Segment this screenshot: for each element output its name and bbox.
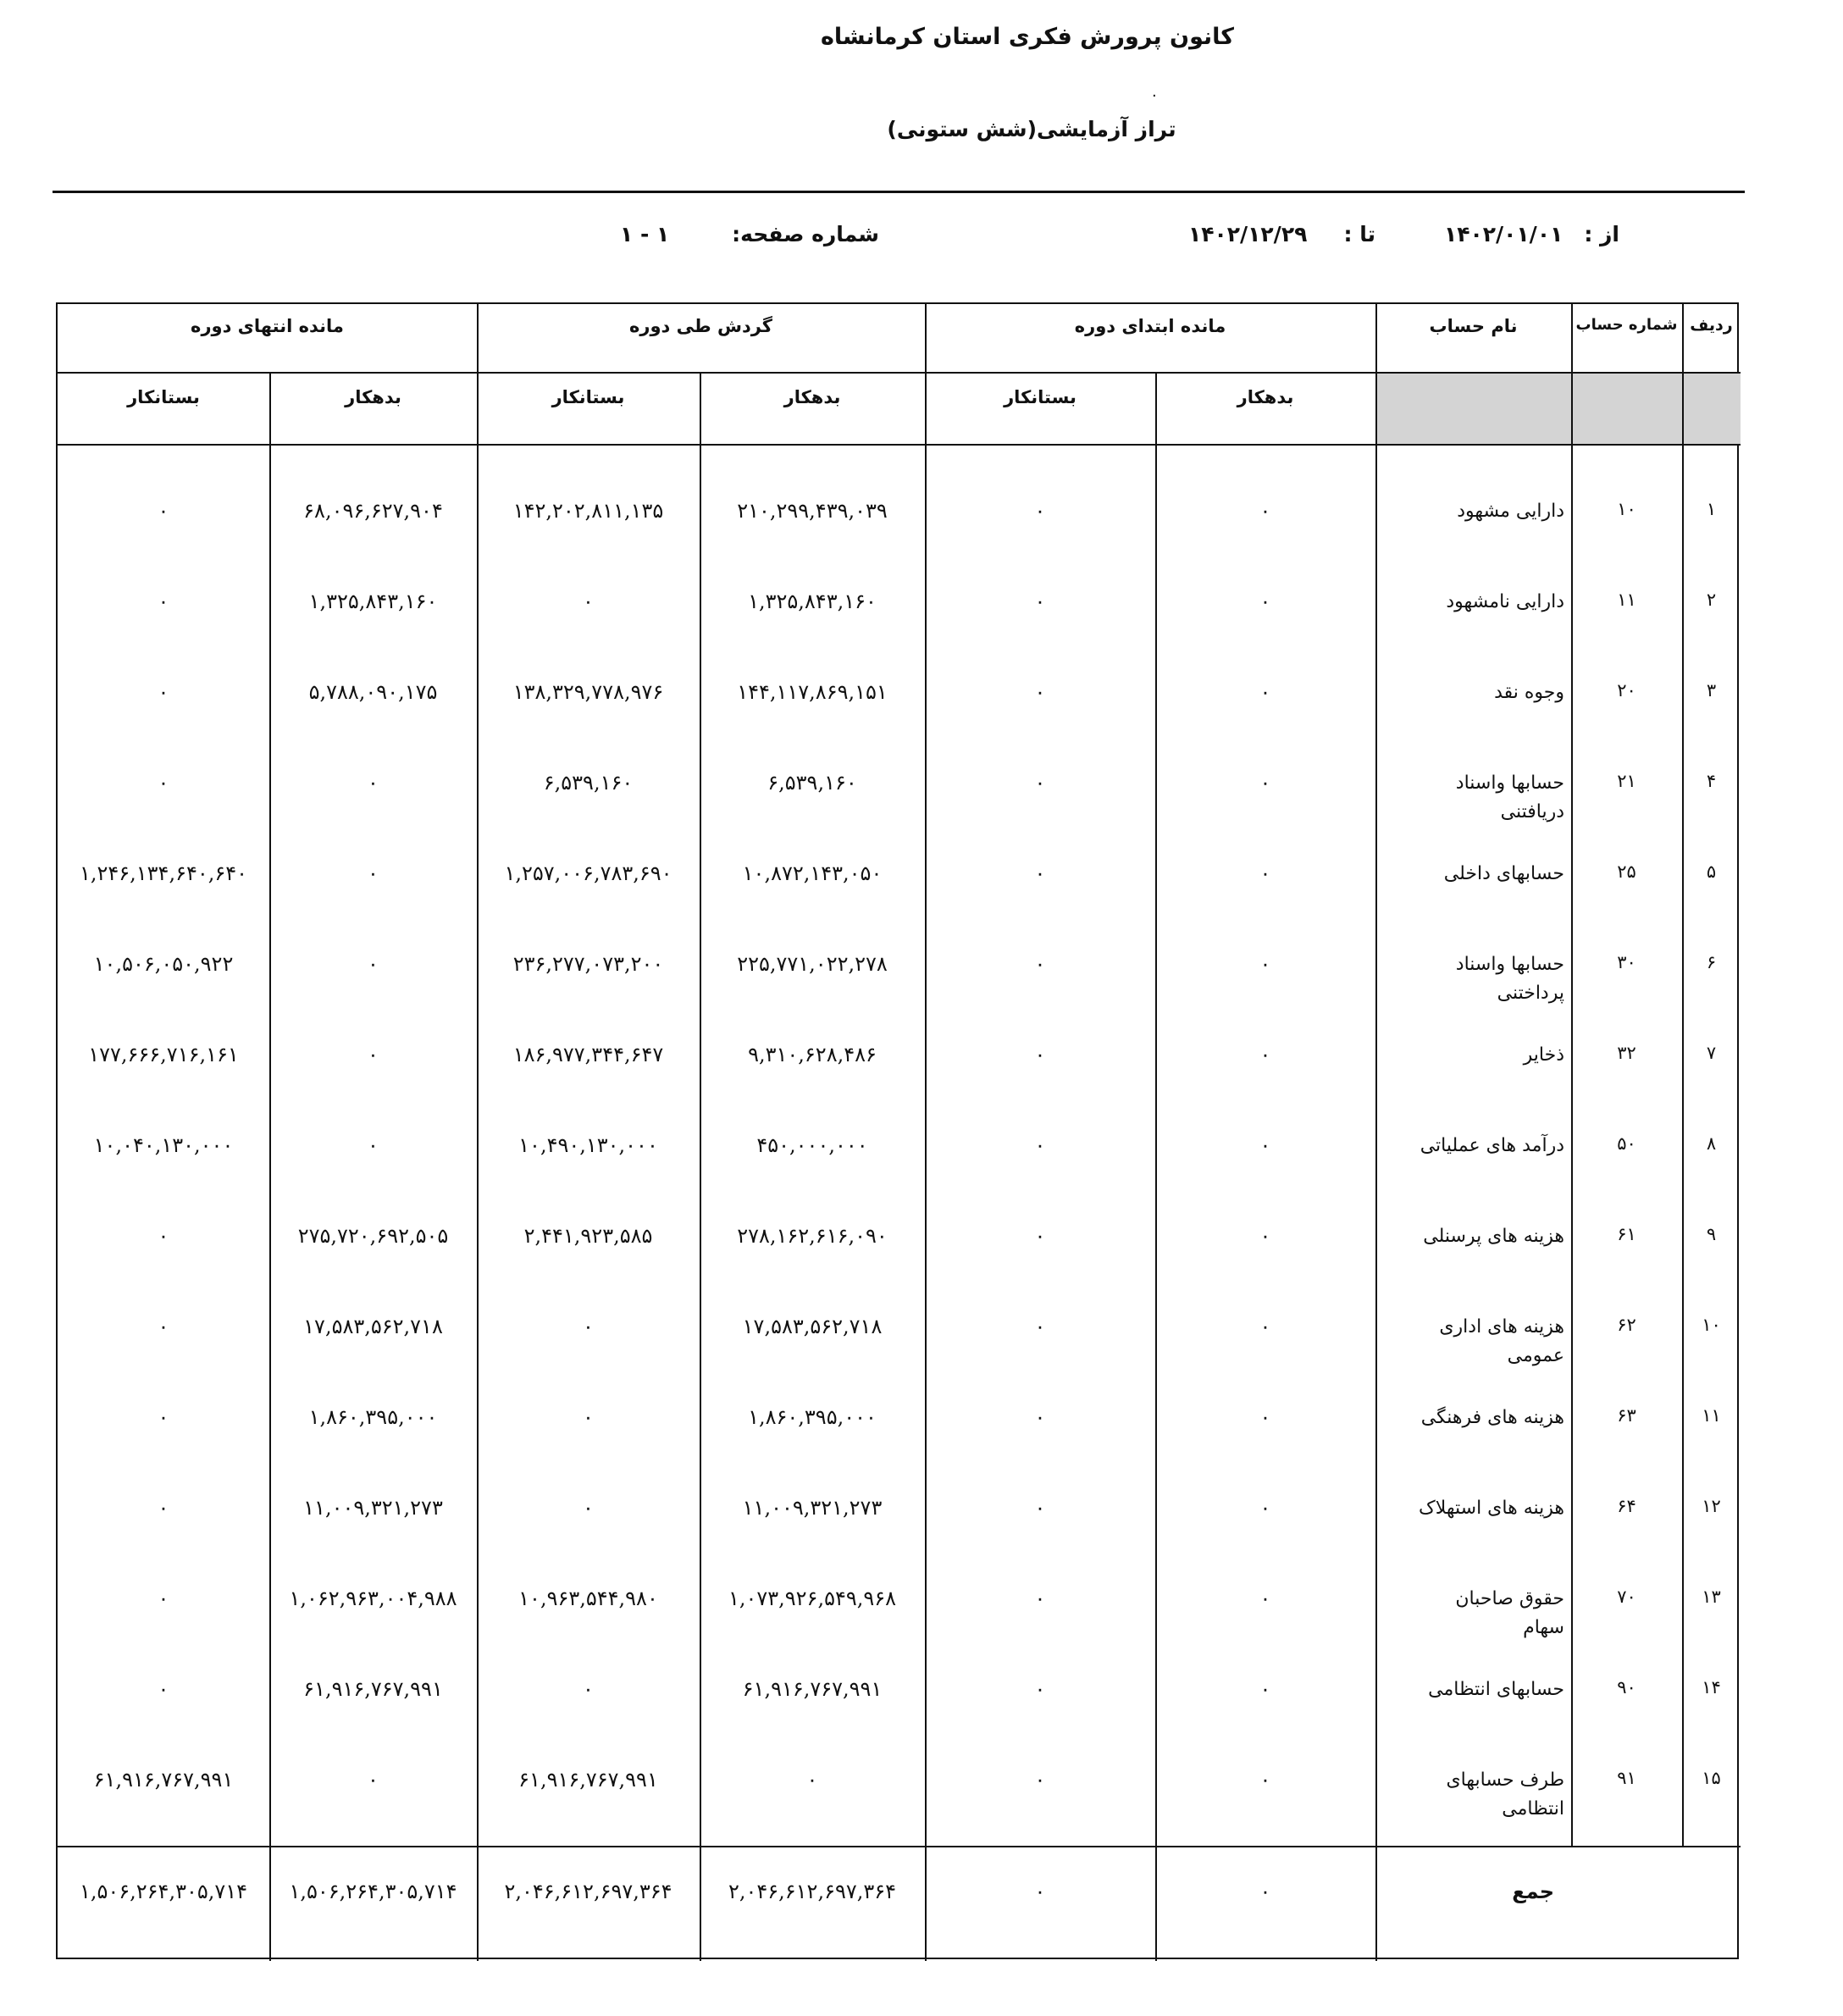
- total-turnover-credit: ۲,۰۴۶,۶۱۲,۶۹۷,۳۶۴: [504, 1880, 672, 1903]
- turnover-debit-cell: ۹,۳۱۰,۶۲۸,۴۸۶: [748, 1043, 877, 1066]
- header-row-number: ردیف: [1690, 316, 1733, 335]
- closing-debit-cell: ۱,۸۶۰,۳۹۵,۰۰۰: [308, 1405, 438, 1429]
- account-name-cell: وجوه نقد: [1494, 682, 1564, 703]
- account-name-cell: حسابها واسناد پرداختنی: [1455, 954, 1564, 1004]
- account-number-cell: ۲۱: [1617, 771, 1636, 791]
- closing-debit-cell: ۰: [368, 861, 379, 885]
- opening-debit-cell: ۰: [1259, 1315, 1271, 1338]
- row-number-cell: ۱۳: [1702, 1587, 1721, 1607]
- closing-credit-cell: ۱,۲۴۶,۱۳۴,۶۴۰,۶۴۰: [79, 861, 248, 885]
- opening-debit-cell: ۰: [1259, 861, 1271, 885]
- turnover-debit-cell: ۴۵۰,۰۰۰,۰۰۰: [756, 1133, 868, 1157]
- column-divider: [1682, 304, 1684, 1846]
- account-name-cell: ذخایر: [1523, 1044, 1564, 1066]
- report-title: تراز آزمایشی(شش ستونی): [887, 117, 1176, 141]
- from-label: از :: [1584, 222, 1619, 246]
- row-number-cell: ۲: [1706, 590, 1717, 610]
- opening-credit-cell: ۰: [1034, 1768, 1046, 1792]
- account-name-cell: دارایی نامشهود: [1446, 591, 1564, 612]
- closing-debit-cell: ۶۱,۹۱۶,۷۶۷,۹۹۱: [303, 1677, 443, 1701]
- closing-credit-cell: ۱۰,۵۰۶,۰۵۰,۹۲۲: [93, 952, 234, 976]
- closing-credit-cell: ۱۰,۰۴۰,۱۳۰,۰۰۰: [93, 1133, 234, 1157]
- opening-debit-cell: ۰: [1259, 1496, 1271, 1520]
- header-turnover-credit: بستانکار: [551, 387, 625, 407]
- closing-credit-cell: ۰: [158, 590, 169, 613]
- organization-title: کانون پرورش فکری استان کرمانشاه: [820, 24, 1235, 50]
- opening-credit-cell: ۰: [1034, 771, 1046, 795]
- closing-debit-cell: ۶۸,۰۹۶,۶۲۷,۹۰۴: [303, 499, 443, 523]
- total-opening-debit: ۰: [1259, 1880, 1271, 1903]
- totals-label: جمع: [1512, 1880, 1554, 1903]
- turnover-debit-cell: ۱۰,۸۷۲,۱۴۳,۰۵۰: [742, 861, 883, 885]
- opening-credit-cell: ۰: [1034, 1133, 1046, 1157]
- closing-credit-cell: ۰: [158, 1224, 169, 1248]
- account-name-cell: هزینه های پرسنلی: [1423, 1226, 1564, 1247]
- total-turnover-debit: ۲,۰۴۶,۶۱۲,۶۹۷,۳۶۴: [728, 1880, 897, 1903]
- row-number-cell: ۵: [1706, 861, 1717, 882]
- closing-credit-cell: ۰: [158, 1677, 169, 1701]
- account-number-cell: ۷۰: [1617, 1587, 1636, 1607]
- account-name-cell: حسابهای داخلی: [1443, 863, 1564, 884]
- opening-debit-cell: ۰: [1259, 1587, 1271, 1610]
- to-label: تا :: [1343, 222, 1375, 246]
- row-number-cell: ۶: [1706, 952, 1717, 972]
- total-opening-credit: ۰: [1034, 1880, 1046, 1903]
- closing-debit-cell: ۱۱,۰۰۹,۳۲۱,۲۷۳: [303, 1496, 443, 1520]
- opening-debit-cell: ۰: [1259, 1043, 1271, 1066]
- row-number-cell: ۷: [1706, 1043, 1717, 1063]
- account-name-cell: طرف حسابهای انتظامی: [1446, 1770, 1564, 1819]
- opening-debit-cell: ۰: [1259, 1405, 1271, 1429]
- header-dot: .: [1152, 83, 1157, 101]
- account-name-cell: دارایی مشهود: [1457, 501, 1564, 522]
- totals-line: [58, 1846, 1741, 1847]
- header-divider: [53, 191, 1745, 193]
- turnover-debit-cell: ۱۷,۵۸۳,۵۶۲,۷۱۸: [742, 1315, 883, 1338]
- header-period-turnover: گردش طی دوره: [629, 316, 772, 336]
- header-opening-credit: بستانکار: [1004, 387, 1076, 407]
- row-number-cell: ۱۴: [1702, 1677, 1721, 1698]
- closing-credit-cell: ۰: [158, 1315, 169, 1338]
- closing-debit-cell: ۰: [368, 1768, 379, 1792]
- column-divider: [477, 304, 479, 1961]
- account-name-cell: هزینه های استهلاک: [1419, 1498, 1564, 1519]
- closing-credit-cell: ۰: [158, 1405, 169, 1429]
- turnover-credit-cell: ۱۳۸,۳۲۹,۷۷۸,۹۷۶: [512, 680, 664, 704]
- closing-debit-cell: ۰: [368, 1133, 379, 1157]
- account-name-cell: حقوق صاحبان سهام: [1455, 1588, 1564, 1638]
- row-number-cell: ۸: [1706, 1133, 1717, 1154]
- column-divider: [925, 304, 927, 1961]
- turnover-debit-cell: ۶,۵۳۹,۱۶۰: [767, 771, 857, 795]
- header-opening-balance: مانده ابتدای دوره: [1074, 316, 1226, 336]
- account-number-cell: ۶۱: [1617, 1224, 1636, 1244]
- closing-debit-cell: ۱,۳۲۵,۸۴۳,۱۶۰: [308, 590, 438, 613]
- page-number-value: ۱ - ۱: [620, 222, 670, 246]
- page-number-label: شماره صفحه:: [732, 222, 879, 246]
- opening-credit-cell: ۰: [1034, 1224, 1046, 1248]
- account-number-cell: ۱۱: [1617, 590, 1636, 610]
- turnover-credit-cell: ۶,۵۳۹,۱۶۰: [543, 771, 634, 795]
- closing-credit-cell: ۶۱,۹۱۶,۷۶۷,۹۹۱: [93, 1768, 234, 1792]
- account-number-cell: ۶۳: [1617, 1405, 1636, 1426]
- opening-debit-cell: ۰: [1259, 499, 1271, 523]
- turnover-debit-cell: ۱,۰۷۳,۹۲۶,۵۴۹,۹۶۸: [728, 1587, 897, 1610]
- turnover-credit-cell: ۱۴۲,۲۰۲,۸۱۱,۱۳۵: [512, 499, 664, 523]
- turnover-credit-cell: ۰: [583, 1405, 594, 1429]
- opening-credit-cell: ۰: [1034, 1043, 1046, 1066]
- opening-credit-cell: ۰: [1034, 680, 1046, 704]
- account-name-cell: هزینه های فرهنگی: [1420, 1407, 1564, 1428]
- account-number-cell: ۹۱: [1617, 1768, 1636, 1788]
- opening-credit-cell: ۰: [1034, 1587, 1046, 1610]
- opening-debit-cell: ۰: [1259, 771, 1271, 795]
- header-account-name: نام حساب: [1429, 316, 1518, 336]
- account-number-cell: ۶۲: [1617, 1315, 1636, 1335]
- opening-debit-cell: ۰: [1259, 1224, 1271, 1248]
- header-row1-line: [58, 372, 1741, 374]
- account-number-cell: ۲۵: [1617, 861, 1636, 882]
- closing-debit-cell: ۰: [368, 952, 379, 976]
- closing-credit-cell: ۰: [158, 499, 169, 523]
- closing-debit-cell: ۱۷,۵۸۳,۵۶۲,۷۱۸: [303, 1315, 443, 1338]
- header-turnover-debit: بدهکار: [783, 387, 841, 407]
- closing-debit-cell: ۰: [368, 1043, 379, 1066]
- header-row2-line: [58, 444, 1741, 446]
- row-number-cell: ۱: [1706, 499, 1717, 519]
- column-divider: [1571, 304, 1573, 1846]
- row-number-cell: ۱۱: [1702, 1405, 1721, 1426]
- opening-debit-cell: ۰: [1259, 952, 1271, 976]
- closing-debit-cell: ۱,۰۶۲,۹۶۳,۰۰۴,۹۸۸: [289, 1587, 457, 1610]
- turnover-credit-cell: ۲,۴۴۱,۹۲۳,۵۸۵: [523, 1224, 653, 1248]
- turnover-credit-cell: ۲۳۶,۲۷۷,۰۷۳,۲۰۰: [512, 952, 664, 976]
- turnover-debit-cell: ۱,۳۲۵,۸۴۳,۱۶۰: [748, 590, 877, 613]
- turnover-credit-cell: ۰: [583, 1315, 594, 1338]
- header-closing-credit: بستانکار: [127, 387, 200, 407]
- turnover-credit-cell: ۱۰,۴۹۰,۱۳۰,۰۰۰: [518, 1133, 658, 1157]
- account-number-cell: ۵۰: [1617, 1133, 1636, 1154]
- turnover-credit-cell: ۱۰,۹۶۳,۵۴۴,۹۸۰: [518, 1587, 658, 1610]
- row-number-cell: ۱۲: [1702, 1496, 1721, 1516]
- account-number-cell: ۳۲: [1617, 1043, 1636, 1063]
- row-number-cell: ۴: [1706, 771, 1717, 791]
- closing-credit-cell: ۰: [158, 771, 169, 795]
- closing-debit-cell: ۲۷۵,۷۲۰,۶۹۲,۵۰۵: [297, 1224, 449, 1248]
- total-closing-debit: ۱,۵۰۶,۲۶۴,۳۰۵,۷۱۴: [289, 1880, 457, 1903]
- opening-credit-cell: ۰: [1034, 861, 1046, 885]
- opening-credit-cell: ۰: [1034, 499, 1046, 523]
- from-date: ۱۴۰۲/۰۱/۰۱: [1444, 222, 1564, 246]
- account-number-cell: ۳۰: [1617, 952, 1636, 972]
- account-number-cell: ۹۰: [1617, 1677, 1636, 1698]
- header-opening-debit: بدهکار: [1237, 387, 1294, 407]
- closing-credit-cell: ۰: [158, 1496, 169, 1520]
- account-name-cell: حسابها واسناد دریافتنی: [1455, 773, 1564, 822]
- turnover-credit-cell: ۰: [583, 590, 594, 613]
- turnover-credit-cell: ۱۸۶,۹۷۷,۳۴۴,۶۴۷: [512, 1043, 664, 1066]
- turnover-debit-cell: ۲۷۸,۱۶۲,۶۱۶,۰۹۰: [737, 1224, 888, 1248]
- closing-debit-cell: ۰: [368, 771, 379, 795]
- opening-credit-cell: ۰: [1034, 1405, 1046, 1429]
- row-number-cell: ۹: [1706, 1224, 1717, 1244]
- turnover-credit-cell: ۰: [583, 1677, 594, 1701]
- opening-debit-cell: ۰: [1259, 1133, 1271, 1157]
- turnover-debit-cell: ۶۱,۹۱۶,۷۶۷,۹۹۱: [742, 1677, 883, 1701]
- closing-credit-cell: ۱۷۷,۶۶۶,۷۱۶,۱۶۱: [88, 1043, 239, 1066]
- turnover-debit-cell: ۲۱۰,۲۹۹,۴۳۹,۰۳۹: [737, 499, 888, 523]
- to-date: ۱۴۰۲/۱۲/۲۹: [1188, 222, 1308, 246]
- turnover-credit-cell: ۶۱,۹۱۶,۷۶۷,۹۹۱: [518, 1768, 658, 1792]
- header-closing-debit: بدهکار: [345, 387, 401, 407]
- turnover-credit-cell: ۰: [583, 1496, 594, 1520]
- opening-debit-cell: ۰: [1259, 1677, 1271, 1701]
- account-number-cell: ۱۰: [1617, 499, 1636, 519]
- opening-credit-cell: ۰: [1034, 590, 1046, 613]
- account-name-cell: هزینه های اداری عمومی: [1439, 1316, 1564, 1366]
- header-closing-balance: مانده انتهای دوره: [191, 316, 344, 336]
- opening-credit-cell: ۰: [1034, 1677, 1046, 1701]
- account-name-cell: حسابهای انتظامی: [1428, 1679, 1564, 1700]
- account-name-cell: درآمد های عملیاتی: [1420, 1135, 1564, 1156]
- row-number-cell: ۳: [1706, 680, 1717, 701]
- total-closing-credit: ۱,۵۰۶,۲۶۴,۳۰۵,۷۱۴: [79, 1880, 248, 1903]
- closing-debit-cell: ۵,۷۸۸,۰۹۰,۱۷۵: [308, 680, 438, 704]
- closing-credit-cell: ۰: [158, 680, 169, 704]
- trial-balance-table: [56, 302, 1739, 1959]
- turnover-debit-cell: ۱,۸۶۰,۳۹۵,۰۰۰: [748, 1405, 877, 1429]
- row-number-cell: ۱۵: [1702, 1768, 1721, 1788]
- turnover-debit-cell: ۰: [806, 1768, 818, 1792]
- opening-credit-cell: ۰: [1034, 952, 1046, 976]
- opening-debit-cell: ۰: [1259, 1768, 1271, 1792]
- opening-credit-cell: ۰: [1034, 1496, 1046, 1520]
- column-divider: [1375, 304, 1377, 1961]
- header-shade: [1375, 372, 1741, 444]
- opening-debit-cell: ۰: [1259, 590, 1271, 613]
- account-number-cell: ۲۰: [1617, 680, 1636, 701]
- account-number-cell: ۶۴: [1617, 1496, 1636, 1516]
- opening-debit-cell: ۰: [1259, 680, 1271, 704]
- header-account-number: شماره حساب: [1575, 316, 1678, 334]
- closing-credit-cell: ۰: [158, 1587, 169, 1610]
- turnover-credit-cell: ۱,۲۵۷,۰۰۶,۷۸۳,۶۹۰: [504, 861, 672, 885]
- opening-credit-cell: ۰: [1034, 1315, 1046, 1338]
- turnover-debit-cell: ۲۲۵,۷۷۱,۰۲۲,۲۷۸: [737, 952, 888, 976]
- turnover-debit-cell: ۱۴۴,۱۱۷,۸۶۹,۱۵۱: [737, 680, 888, 704]
- row-number-cell: ۱۰: [1702, 1315, 1721, 1335]
- turnover-debit-cell: ۱۱,۰۰۹,۳۲۱,۲۷۳: [742, 1496, 883, 1520]
